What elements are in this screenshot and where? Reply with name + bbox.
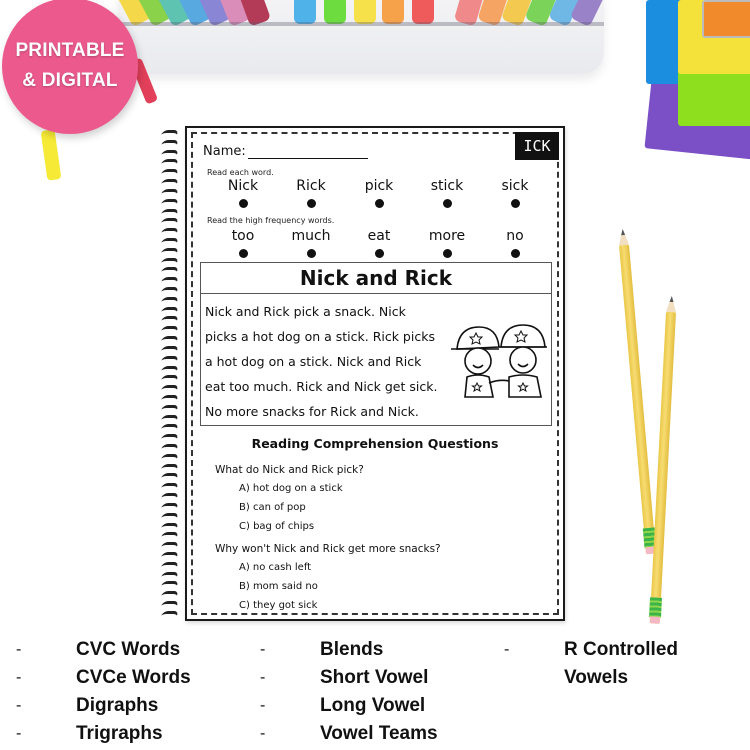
comprehension-title: Reading Comprehension Questions — [251, 436, 499, 451]
story-line: a hot dog on a stick. Nick and Rick — [205, 354, 422, 369]
story-text — [205, 299, 460, 424]
word-item — [345, 178, 413, 208]
hf-word: eat — [367, 228, 391, 244]
word-family-tag: ICK — [515, 132, 559, 160]
question-2-option-b: B) mom said no — [239, 581, 318, 592]
printable-digital-badge — [2, 0, 138, 134]
word-item — [209, 178, 277, 208]
name-field — [203, 144, 368, 159]
dot-icon — [511, 249, 520, 258]
bullet-dash: - — [16, 641, 22, 658]
word: Rick — [296, 178, 326, 194]
skills-list — [0, 636, 750, 750]
skill-label: Vowel Teams — [320, 723, 438, 744]
bullet-dash: - — [16, 725, 22, 742]
question-1-option-b: B) can of pop — [239, 502, 306, 513]
skill-label: Short Vowel — [320, 667, 429, 688]
two-boys-illustration-icon — [449, 319, 549, 399]
dot-icon — [375, 249, 384, 258]
dot-icon — [239, 199, 248, 208]
bullet-dash: - — [260, 641, 266, 658]
pencil — [619, 245, 656, 555]
marker — [412, 0, 434, 24]
pencil-ferrule — [649, 597, 662, 618]
dot-icon — [307, 199, 316, 208]
question-1: What do Nick and Rick pick? — [215, 464, 364, 476]
dot-icon — [443, 249, 452, 258]
word-instruction: Read each word. — [207, 168, 274, 177]
question-2: Why won't Nick and Rick get more snacks? — [215, 543, 441, 555]
word: pick — [364, 178, 394, 194]
marker — [294, 0, 316, 24]
skill-label: R Controlled — [564, 639, 678, 660]
hf-word-item — [413, 228, 481, 258]
dot-icon — [375, 199, 384, 208]
hf-word-item — [277, 228, 345, 258]
word: Nick — [227, 178, 259, 194]
hf-word-item — [481, 228, 549, 258]
badge-line-2: & DIGITAL — [22, 70, 118, 91]
story-title: Nick and Rick — [200, 262, 552, 294]
skill-label: CVCe Words — [76, 667, 191, 688]
word: stick — [430, 178, 464, 194]
marker — [354, 0, 376, 24]
notebook-orange — [702, 0, 750, 38]
bullet-dash: - — [260, 725, 266, 742]
bullet-dash: - — [260, 669, 266, 686]
pencil-eraser — [650, 616, 660, 624]
pencil — [650, 312, 676, 624]
story-line: picks a hot dog on a stick. Rick picks — [205, 329, 435, 344]
skill-label: Vowels — [564, 667, 629, 688]
word-row — [209, 178, 549, 208]
word-item — [481, 178, 549, 208]
pencil-lead — [621, 229, 626, 235]
hf-word-row — [209, 228, 549, 258]
name-label: Name: — [203, 144, 246, 159]
loose-yellow-marker — [41, 129, 62, 180]
bullet-dash: - — [260, 697, 266, 714]
notebook-stack-photo — [620, 0, 750, 160]
word-item — [413, 178, 481, 208]
spiral-binding — [162, 130, 180, 616]
worksheet — [185, 126, 565, 621]
marker — [324, 0, 346, 24]
name-line — [248, 147, 368, 159]
question-1-option-c: C) bag of chips — [239, 521, 315, 532]
hf-word: no — [506, 228, 524, 244]
bullet-dash: - — [16, 697, 22, 714]
dot-icon — [443, 199, 452, 208]
marker-tray-photo — [118, 0, 604, 74]
word: sick — [501, 178, 529, 194]
tray-rim — [118, 22, 604, 26]
bullet-dash: - — [16, 669, 22, 686]
hf-word: too — [231, 228, 255, 244]
bullet-dash: - — [504, 641, 510, 658]
question-2-option-a: A) no cash left — [239, 562, 312, 573]
skill-label: Digraphs — [76, 695, 159, 716]
hf-word-item — [345, 228, 413, 258]
skill-label: Blends — [320, 639, 384, 660]
story-line: eat too much. Rick and Nick get sick. — [205, 379, 438, 394]
hf-instruction: Read the high frequency words. — [207, 216, 335, 225]
worksheet-dashed-border — [191, 132, 559, 615]
word-item — [277, 178, 345, 208]
skill-label: Long Vowel — [320, 695, 426, 716]
story-box — [200, 293, 552, 426]
hf-word-item — [209, 228, 277, 258]
pencil-lead — [670, 296, 674, 302]
hf-word: more — [428, 228, 466, 244]
question-2-option-c: C) they got sick — [239, 600, 318, 611]
dot-icon — [511, 199, 520, 208]
dot-icon — [239, 249, 248, 258]
skill-label: Trigraphs — [76, 723, 163, 744]
hf-word: much — [291, 228, 331, 244]
dot-icon — [307, 249, 316, 258]
story-line: No more snacks for Rick and Nick. — [205, 404, 419, 419]
story-line: Nick and Rick pick a snack. Nick — [205, 304, 406, 319]
badge-line-1: PRINTABLE — [15, 40, 125, 61]
question-1-option-a: A) hot dog on a stick — [239, 483, 343, 494]
skill-label: CVC Words — [76, 639, 181, 660]
marker — [382, 0, 404, 24]
